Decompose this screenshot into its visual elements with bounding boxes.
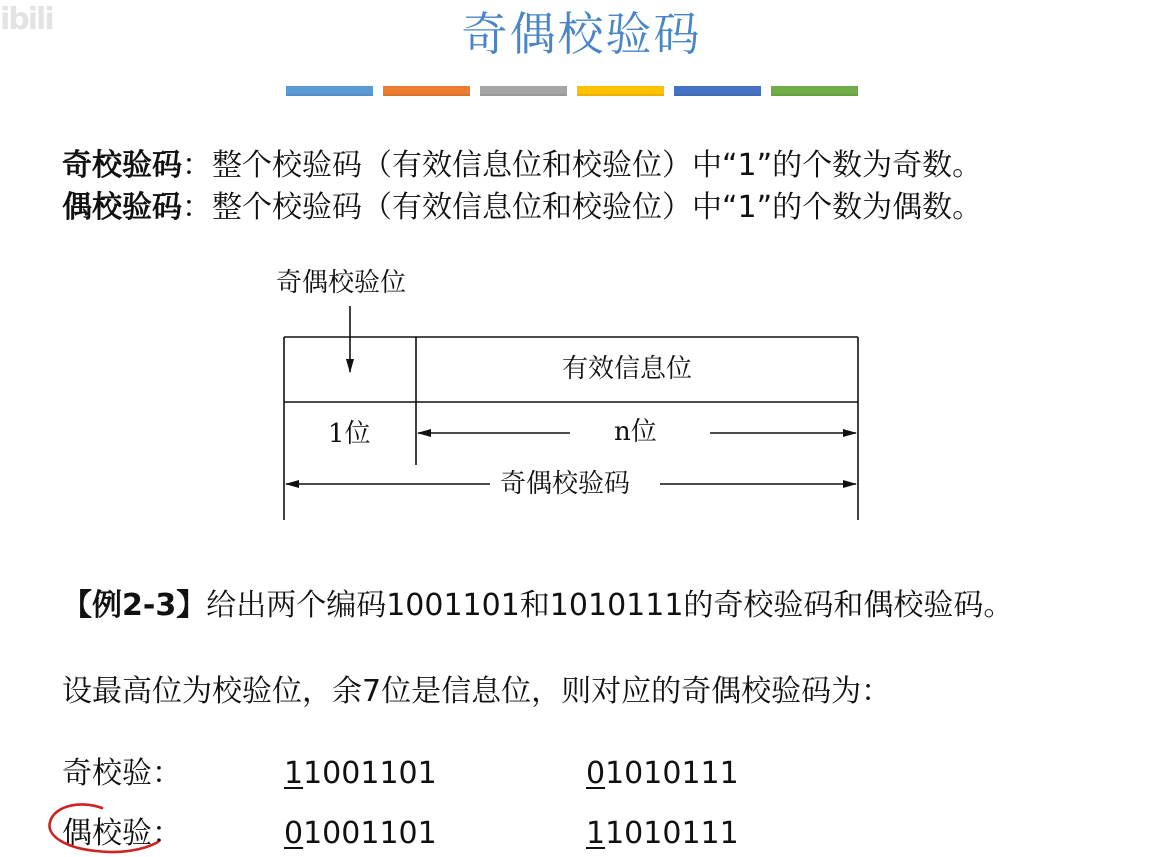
example-text: 给出两个编码1001101和1010111的奇校验码和偶校验码。 bbox=[206, 588, 1014, 623]
page-title: 奇偶校验码 bbox=[461, 7, 702, 61]
parity-bit: 1 bbox=[284, 756, 304, 791]
code-value bbox=[284, 812, 437, 856]
handwritten-circle-annotation bbox=[40, 796, 170, 857]
color-bar-4 bbox=[577, 86, 664, 96]
one-bit-label: 1位 bbox=[328, 419, 371, 449]
odd-parity-row bbox=[62, 752, 962, 796]
example-statement bbox=[62, 584, 1013, 628]
parity-bit-label: 奇偶校验位 bbox=[276, 268, 407, 298]
decorative-color-bars bbox=[286, 86, 858, 96]
definition-term: 奇校验码 bbox=[62, 148, 182, 183]
info-bits: 1010111 bbox=[605, 816, 739, 851]
parity-code-diagram bbox=[270, 262, 890, 527]
definition-text: ：整个校验码（有效信息位和校验位）中“1”的个数为偶数。 bbox=[182, 190, 983, 225]
code-value bbox=[586, 812, 739, 856]
definition-text: ：整个校验码（有效信息位和校验位）中“1”的个数为奇数。 bbox=[182, 148, 983, 183]
definition-term: 偶校验码 bbox=[62, 190, 182, 225]
whole-code-label: 奇偶校验码 bbox=[496, 469, 634, 499]
watermark-logo: ibili bbox=[0, 2, 53, 37]
n-bits-label: n位 bbox=[610, 417, 661, 447]
color-bar-3 bbox=[480, 86, 567, 96]
example-tag: 【例2-3】 bbox=[62, 588, 207, 623]
even-parity-row bbox=[62, 812, 962, 856]
parity-bit: 1 bbox=[586, 816, 606, 851]
parity-bit: 0 bbox=[284, 816, 304, 851]
color-bar-1 bbox=[286, 86, 373, 96]
row-label: 偶校验： bbox=[62, 816, 182, 851]
code-value bbox=[284, 752, 437, 796]
row-label: 奇校验： bbox=[62, 756, 182, 791]
info-bits-label: 有效信息位 bbox=[562, 354, 693, 384]
assumption-text: 设最高位为校验位，余7位是信息位，则对应的奇偶校验码为： bbox=[62, 674, 892, 709]
code-value bbox=[586, 752, 739, 796]
color-bar-5 bbox=[674, 86, 761, 96]
info-bits: 1001101 bbox=[303, 756, 437, 791]
info-bits: 1010111 bbox=[605, 756, 739, 791]
definition-odd-parity bbox=[62, 146, 982, 186]
info-bits: 1001101 bbox=[303, 816, 437, 851]
color-bar-6 bbox=[771, 86, 858, 96]
parity-bit: 0 bbox=[586, 756, 606, 791]
color-bar-2 bbox=[383, 86, 470, 96]
definition-even-parity bbox=[62, 188, 982, 228]
